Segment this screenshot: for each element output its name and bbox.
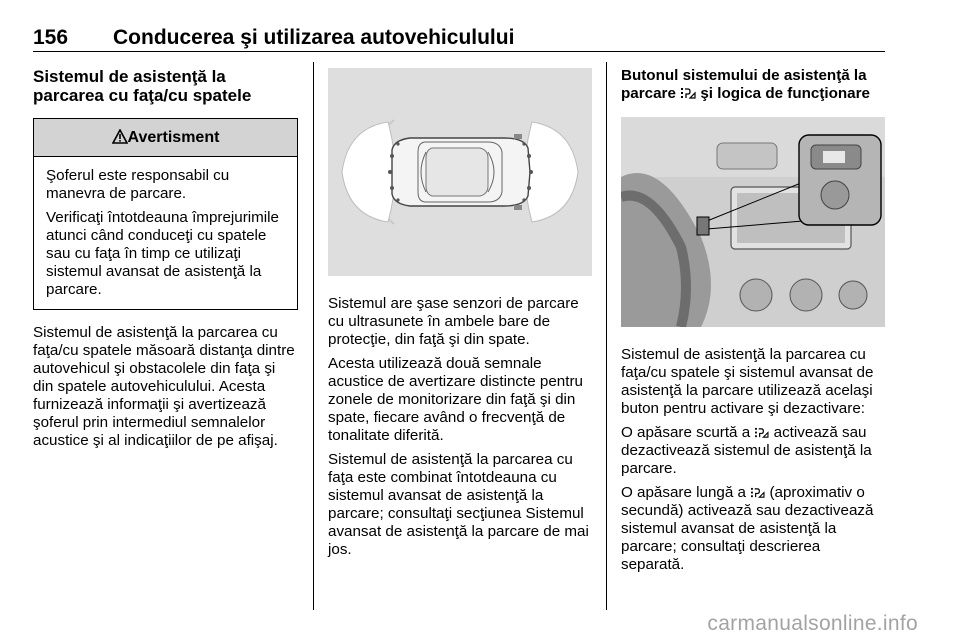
- parking-assist-icon: [750, 487, 765, 499]
- subsection-title: [621, 67, 887, 103]
- paragraph-part: O apăsare scurtă a: [621, 424, 751, 441]
- column-right: [621, 67, 887, 580]
- paragraph-part: O apăsare lungă a: [621, 484, 746, 501]
- header-rule: [33, 51, 885, 52]
- paragraph: Sistemul are şase senzori de parcare cu ultrasunete în ambele bare de protecţie, din faţă şi din spate.: [328, 295, 579, 348]
- page-number: 156: [33, 26, 69, 49]
- parking-assist-icon: [754, 427, 769, 439]
- page-header: [33, 26, 514, 50]
- paragraph-part: activează sau dezactivează sistemul de asistenţă la parcare.: [621, 424, 872, 477]
- watermark[interactable]: carmanualsonline.info: [707, 612, 918, 635]
- paragraph: [621, 484, 887, 574]
- paragraph: Sistemul de asistenţă la parcarea cu faţa este combinat întotdeauna cu sistemul avansat de asistenţă la parcare; consultaţi secţiunea Sistemul avansat de asistenţă la parcare de mai jos.: [328, 451, 589, 558]
- paragraph: Acesta utilizează două semnale acustice de avertizare distincte pentru zonele de monitorizare din faţă şi din spate, fiecare având o frecvenţă de tonalitate diferită.: [328, 355, 583, 444]
- subsection-title-part: Butonul sistemului de asistenţă la parcare: [621, 67, 867, 102]
- dashboard-button-photo: [621, 117, 885, 327]
- warning-title: Avertisment: [127, 129, 220, 146]
- section-title: Sistemul de asistenţă la parcarea cu faţa/cu spatele: [33, 67, 252, 105]
- paragraph: Sistemul de asistenţă la parcarea cu faţa/cu spatele măsoară distanţa dintre autovehicul şi obstacolele din faţa şi din spatele autovehiculului. Acesta furnizează informaţii şi avertizează şoferul prin intermediul semnalelor acustice şi al indicaţiilor de pe afişaj.: [33, 324, 295, 449]
- car-sensor-zones-illustration: [328, 68, 592, 276]
- column-middle: [328, 68, 592, 565]
- warning-text: Şoferul este responsabil cu manevra de parcare.: [46, 167, 230, 202]
- chapter-title: Conducerea şi utilizarea autovehiculului: [113, 26, 515, 49]
- warning-triangle-icon: [112, 129, 128, 144]
- warning-body: [34, 157, 297, 309]
- warning-text: Verificaţi întotdeauna împrejurimile atunci când conduceţi cu spatele sau cu faţa în timp ce utilizaţi sistemul avansat de asistenţă la parcare.: [46, 209, 279, 298]
- paragraph: Sistemul de asistenţă la parcarea cu faţa/cu spatele şi sistemul avansat de asistenţă la parcare utilizează acelaşi buton pentru activare şi dezactivare:: [621, 346, 874, 417]
- warning-box: [33, 118, 298, 310]
- parking-assist-icon: [680, 87, 696, 100]
- column-divider: [606, 62, 607, 610]
- paragraph-part: (aproximativ o secundă) activează sau dezactivează sistemul avansat de asistenţă la parcare; consultaţi descrierea separată.: [621, 484, 874, 573]
- subsection-title-part: şi logica de funcţionare: [700, 85, 870, 102]
- paragraph: [621, 424, 887, 478]
- warning-header: [34, 119, 297, 157]
- column-divider: [313, 62, 314, 610]
- column-left: [33, 67, 298, 456]
